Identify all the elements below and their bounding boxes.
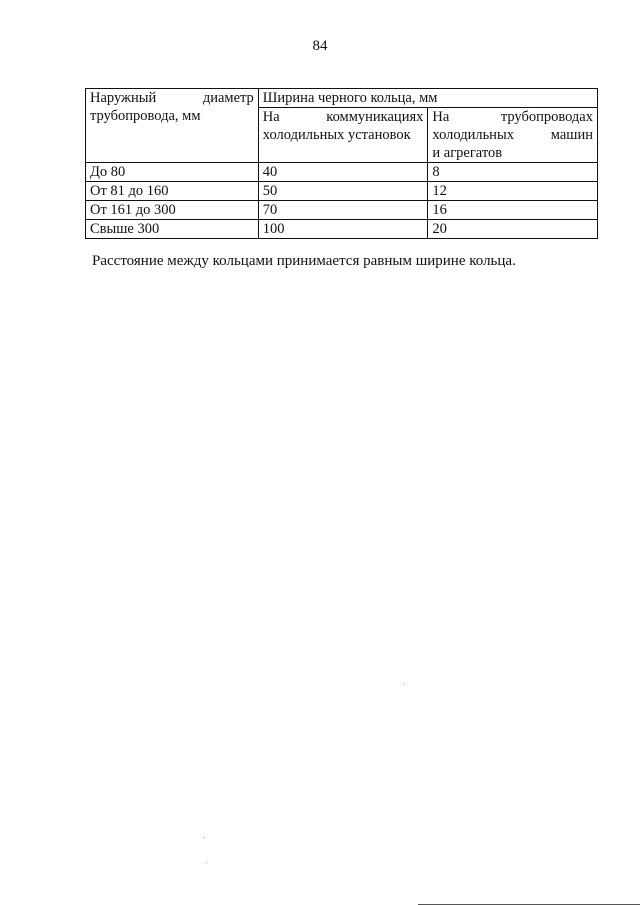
cell-diameter: До 80 — [86, 163, 259, 182]
cell-machines: 12 — [428, 182, 598, 201]
cell-machines: 8 — [428, 163, 598, 182]
cell-machines: 20 — [428, 220, 598, 239]
header-mach-word-1: На — [432, 109, 450, 125]
scan-speck — [206, 862, 207, 863]
cell-communications: 50 — [258, 182, 428, 201]
ring-width-table — [85, 88, 598, 239]
header-outer-diameter — [86, 89, 259, 163]
page-number: 84 — [312, 38, 328, 54]
cell-communications: 40 — [258, 163, 428, 182]
table-row — [86, 220, 598, 239]
note-paragraph: Расстояние между кольцами принимается равным ширине кольца. — [92, 253, 516, 269]
header-col-machines — [428, 108, 598, 163]
scan-speck — [204, 837, 205, 838]
cell-diameter: Свыше 300 — [86, 220, 259, 239]
header-comm-line-2: холодильных установок — [262, 127, 411, 143]
header-mach-word-2: трубопроводах — [500, 109, 593, 125]
cell-diameter: От 81 до 160 — [86, 182, 259, 201]
header-mach-line-3: и агрегатов — [432, 145, 503, 161]
scan-speck — [404, 683, 405, 684]
header-comm-word-1: На — [262, 109, 280, 125]
header-col-communications — [258, 108, 428, 163]
header-comm-word-2: коммуникациях — [326, 109, 424, 125]
cell-diameter: От 161 до 300 — [86, 201, 259, 220]
table-row — [86, 163, 598, 182]
header-black-ring-width: Ширина черного кольца, мм — [258, 89, 597, 108]
table-header-row-1 — [86, 89, 598, 108]
header-diameter-line-2: трубопровода, мм — [90, 108, 201, 124]
table-row — [86, 182, 598, 201]
table-row — [86, 201, 598, 220]
cell-communications: 70 — [258, 201, 428, 220]
header-mach-word-3: холодильных — [432, 127, 514, 143]
header-diameter-word-1: Наружный — [90, 90, 157, 106]
cell-communications: 100 — [258, 220, 428, 239]
cell-machines: 16 — [428, 201, 598, 220]
header-mach-word-4: машин — [550, 127, 593, 143]
header-diameter-word-2: диаметр — [202, 90, 254, 106]
